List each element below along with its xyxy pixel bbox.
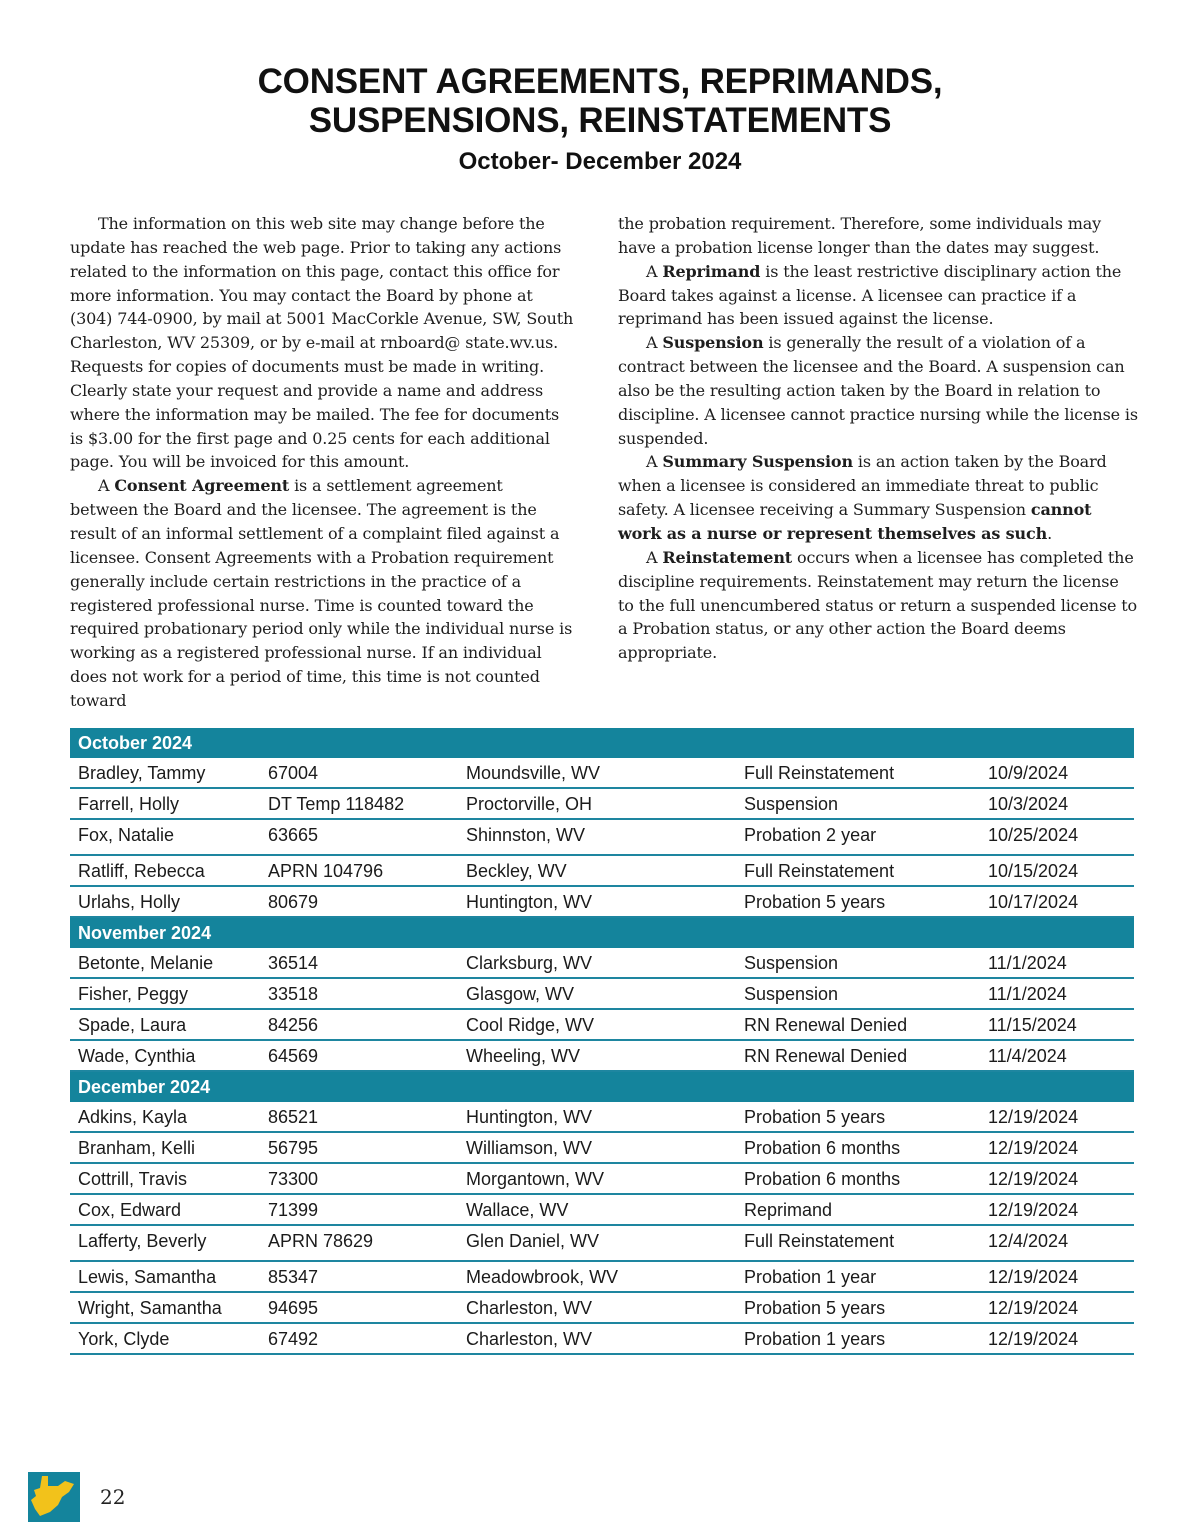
reinstatement-term: Reinstatement: [662, 547, 793, 567]
action-taken: Suspension: [744, 953, 839, 973]
license-number: 64569: [268, 1046, 319, 1066]
table-row: [70, 856, 1134, 887]
suspension-paragraph: A Suspension is generally the result of a violation of a contract between the licensee and the Board. A suspension can also be the resulting action taken by the Board in relation to discipline. A licensee cannot practice nursing while the license is suspended.: [618, 333, 1138, 448]
page-number: 22: [100, 1485, 126, 1509]
action-date: 12/4/2024: [988, 1231, 1069, 1251]
license-number: APRN 104796: [268, 861, 384, 881]
license-number: 63665: [268, 825, 319, 845]
action-date: 12/19/2024: [988, 1329, 1079, 1349]
table-row: [70, 1293, 1134, 1324]
licensee-location: Beckley, WV: [466, 861, 567, 881]
table-row: [70, 1262, 1134, 1293]
action-taken: Reprimand: [744, 1200, 833, 1220]
action-date: 10/17/2024: [988, 892, 1079, 912]
action-taken: Full Reinstatement: [744, 763, 895, 783]
license-number: 73300: [268, 1169, 319, 1189]
action-taken: Probation 1 years: [744, 1329, 886, 1349]
summary-suspension-paragraph: A Summary Suspension is an action taken by the Board when a licensee is considered an immediate threat to public safety. A licensee receiving a Summary Suspension cannot work as a nurse or represent themselves as such.: [618, 452, 1107, 543]
action-taken: Suspension: [744, 984, 839, 1004]
license-number: 80679: [268, 892, 319, 912]
licensee-location: Charleston, WV: [466, 1298, 593, 1318]
license-number: 56795: [268, 1138, 319, 1158]
licensee-name: Betonte, Melanie: [78, 953, 214, 973]
action-date: 12/19/2024: [988, 1138, 1079, 1158]
license-number: APRN 78629: [268, 1231, 374, 1251]
action-date: 11/1/2024: [988, 984, 1067, 1004]
licensee-location: Proctorville, OH: [466, 794, 593, 814]
licensee-name: Lewis, Samantha: [78, 1267, 217, 1287]
month-section-header: December 2024: [70, 1072, 1134, 1102]
licensee-location: Clarksburg, WV: [466, 953, 593, 973]
page-title: [0, 62, 1200, 140]
licensee-name: Cox, Edward: [78, 1200, 182, 1220]
licensee-location: Wheeling, WV: [466, 1046, 581, 1066]
table-row: [70, 758, 1134, 789]
action-taken: Full Reinstatement: [744, 1231, 895, 1251]
action-date: 11/15/2024: [988, 1015, 1077, 1035]
action-date: 12/19/2024: [988, 1107, 1079, 1127]
table-row: [70, 1102, 1134, 1133]
licensee-name: Wright, Samantha: [78, 1298, 222, 1318]
licensee-name: Fox, Natalie: [78, 825, 175, 845]
intro-paragraph: The information on this web site may change before the update has reached the web page. Prior to taking any actions related to the information on this page, contact this office for more information. You may contact the Board by phone at (304) 744-0900, by mail at 5001 MacCorkle Avenue, SW, South Charleston, WV 25309, or by e-mail at rnboard@ state.wv.us. Requests for copies of documents must be made in writing. Clearly state your request and provide a name and address where the information may be mailed. The fee for documents is $3.00 for the first page and 0.25 cents for each additional page. You will be invoiced for this amount.: [70, 214, 574, 472]
licensee-name: Spade, Laura: [78, 1015, 187, 1035]
license-number: 85347: [268, 1267, 319, 1287]
probation-continued-paragraph: the probation requirement. Therefore, some individuals may have a probation license longer than the dates may suggest.: [618, 214, 1102, 257]
page-subtitle: October- December 2024: [458, 148, 742, 175]
table-row: [70, 789, 1134, 820]
action-taken: Probation 6 months: [744, 1138, 901, 1158]
summary-suspension-term: Summary Suspension: [662, 452, 853, 472]
table-row: [70, 887, 1134, 918]
licensee-location: Williamson, WV: [466, 1138, 593, 1158]
licensee-name: Wade, Cynthia: [78, 1046, 196, 1066]
table-row: [70, 979, 1134, 1010]
action-taken: RN Renewal Denied: [744, 1046, 908, 1066]
licensee-location: Glasgow, WV: [466, 984, 575, 1004]
month-section-header: October 2024: [70, 728, 1134, 758]
licensee-name: Bradley, Tammy: [78, 763, 206, 783]
licensee-location: Glen Daniel, WV: [466, 1231, 600, 1251]
action-taken: Probation 5 years: [744, 1107, 886, 1127]
reprimand-term: Reprimand: [662, 261, 761, 281]
license-number: 33518: [268, 984, 319, 1004]
intro-column-left: [70, 212, 575, 713]
action-taken: Full Reinstatement: [744, 861, 895, 881]
licensee-name: Branham, Kelli: [78, 1138, 196, 1158]
table-row: [70, 1226, 1134, 1262]
title-line-1: CONSENT AGREEMENTS, REPRIMANDS,: [257, 62, 943, 101]
intro-column-right: [618, 212, 1138, 665]
table-row: [70, 1164, 1134, 1195]
licensee-location: Cool Ridge, WV: [466, 1015, 595, 1035]
licensee-name: Ratliff, Rebecca: [78, 861, 205, 881]
action-date: 11/1/2024: [988, 953, 1067, 973]
consent-agreement-term: Consent Agreement: [114, 476, 290, 496]
licensee-name: Urlahs, Holly: [78, 892, 181, 912]
action-date: 10/3/2024: [988, 794, 1069, 814]
license-number: 94695: [268, 1298, 319, 1318]
action-taken: Probation 5 years: [744, 892, 886, 912]
summary-suspension-warning: cannot work as a nurse or represent themselves as such: [618, 500, 1092, 543]
licensee-name: Farrell, Holly: [78, 794, 180, 814]
license-number: 67004: [268, 763, 319, 783]
license-number: 67492: [268, 1329, 319, 1349]
action-taken: Probation 6 months: [744, 1169, 901, 1189]
month-section-header: November 2024: [70, 918, 1134, 948]
licensee-location: Charleston, WV: [466, 1329, 593, 1349]
table-row: [70, 948, 1134, 979]
licensee-location: Meadowbrook, WV: [466, 1267, 619, 1287]
consent-agreement-paragraph: A Consent Agreement is a settlement agreement between the Board and the licensee. The agreement is the result of an informal settlement of a complaint filed against a licensee. Consent Agreements with a Probation requirement generally include certain restrictions in the practice of a registered professional nurse. Time is counted toward the required probationary period only while the individual nurse is working as a registered professional nurse. If an individual does not work for a period of time, this time is not counted toward: [70, 476, 573, 710]
table-row: [70, 1133, 1134, 1164]
action-taken: Probation 2 year: [744, 825, 877, 845]
action-taken: Suspension: [744, 794, 839, 814]
licensee-location: Moundsville, WV: [466, 763, 601, 783]
disciplinary-actions-table: [70, 728, 1134, 1355]
action-date: 10/9/2024: [988, 763, 1069, 783]
licensee-name: Adkins, Kayla: [78, 1107, 188, 1127]
action-date: 12/19/2024: [988, 1200, 1079, 1220]
licensee-location: Morgantown, WV: [466, 1169, 605, 1189]
license-number: 71399: [268, 1200, 319, 1220]
action-date: 12/19/2024: [988, 1298, 1079, 1318]
title-line-2: SUSPENSIONS, REINSTATEMENTS: [308, 101, 892, 140]
west-virginia-map-icon: [28, 1472, 80, 1522]
action-taken: Probation 5 years: [744, 1298, 886, 1318]
action-taken: Probation 1 year: [744, 1267, 877, 1287]
action-taken: RN Renewal Denied: [744, 1015, 908, 1035]
license-number: 86521: [268, 1107, 319, 1127]
licensee-name: York, Clyde: [78, 1329, 170, 1349]
suspension-term: Suspension: [662, 333, 764, 353]
reinstatement-paragraph: A Reinstatement occurs when a licensee has completed the discipline requirements. Reinstatement may return the license to the full unencumbered status or return a suspended license to a Probation status, or any other action the Board deems appropriate.: [618, 547, 1138, 663]
license-number: 36514: [268, 953, 319, 973]
action-date: 12/19/2024: [988, 1169, 1079, 1189]
action-date: 12/19/2024: [988, 1267, 1079, 1287]
licensee-location: Huntington, WV: [466, 1107, 593, 1127]
licensee-location: Shinnston, WV: [466, 825, 586, 845]
table-row: [70, 1195, 1134, 1226]
license-number: DT Temp 118482: [268, 794, 405, 814]
licensee-location: Wallace, WV: [466, 1200, 569, 1220]
table-row: [70, 1324, 1134, 1355]
table-row: [70, 1041, 1134, 1072]
license-number: 84256: [268, 1015, 319, 1035]
action-date: 11/4/2024: [988, 1046, 1067, 1066]
action-date: 10/25/2024: [988, 825, 1079, 845]
action-date: 10/15/2024: [988, 861, 1079, 881]
licensee-location: Huntington, WV: [466, 892, 593, 912]
reprimand-paragraph: A Reprimand is the least restrictive disciplinary action the Board takes against a license. A licensee can practice if a reprimand has been issued against the license.: [618, 261, 1122, 329]
table-row: [70, 820, 1134, 856]
licensee-name: Cottrill, Travis: [78, 1169, 188, 1189]
licensee-name: Lafferty, Beverly: [78, 1231, 207, 1251]
licensee-name: Fisher, Peggy: [78, 984, 189, 1004]
table-row: [70, 1010, 1134, 1041]
